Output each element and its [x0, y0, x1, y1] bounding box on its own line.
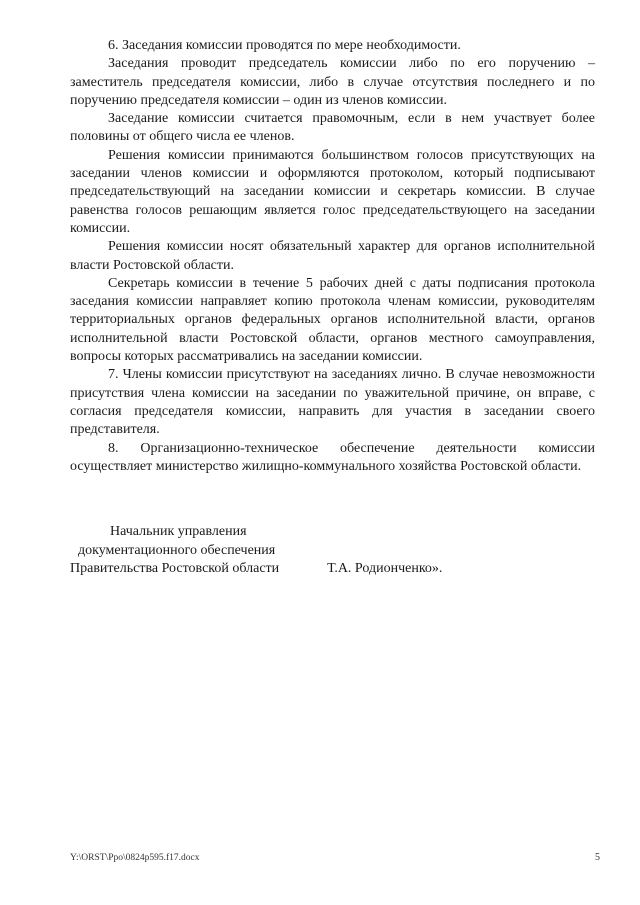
paragraph-meeting-chair: Заседания проводит председатель комиссии либо по его поручению – заместитель председателя комиссии, либо в случае отсутствия последнего и по поручению председателя комиссии – один из членов комиссии. [70, 56, 595, 108]
paragraph-secretary-protocol: Секретарь комиссии в течение 5 рабочих дней с даты подписания протокола заседания комиссии направляет копию протокола членам комиссии, руководителям территориальных органов федеральных органов исполнительной власти, органов исполнительной власти Ростовской области, органов местного самоуправления, вопросы которых рассматривались на заседании комиссии. [70, 275, 595, 365]
paragraph-item-6: 6. Заседания комиссии проводятся по мере необходимости. [108, 38, 461, 53]
signature-row [70, 560, 595, 579]
paragraph-decisions-voting: Решения комиссии принимаются большинством голосов присутствующих на заседании членов комиссии и оформляются протоколом, который подписывают председательствующий на заседании комиссии и секретарь комиссии. В случае равенства голосов решающим является голос председательствующего на заседании комиссии. [70, 147, 595, 236]
document-body [70, 37, 595, 476]
paragraph-decisions-binding: Решения комиссии носят обязательный характер для органов исполнительной власти Ростовской области. [70, 239, 595, 273]
paragraph-item-8: 8. Организационно-техническое обеспечение деятельности комиссии осуществляет министерство жилищно-коммунального хозяйства Ростовской области. [70, 440, 595, 474]
signature-position-line2: документационного обеспечения [78, 542, 276, 558]
signature-position-line3: Правительства Ростовской области [70, 561, 280, 576]
signature-block [70, 523, 595, 579]
signature-position-line1: Начальник управления [110, 524, 247, 539]
footer-file-path: Y:\ORST\Ppo\0824p595.f17.docx [70, 853, 200, 863]
footer-page-number: 5 [595, 852, 600, 863]
signature-name: Т.А. Родионченко». [327, 561, 443, 576]
paragraph-quorum: Заседание комиссии считается правомочным, если в нем участвует более половины от общего числа ее членов. [70, 111, 595, 145]
paragraph-item-7: 7. Члены комиссии присутствуют на заседаниях лично. В случае невозможности присутствия члена комиссии на заседании по уважительной причине, он вправе, с согласия председателя комиссии, направить для участия в заседании своего представителя. [70, 367, 595, 438]
